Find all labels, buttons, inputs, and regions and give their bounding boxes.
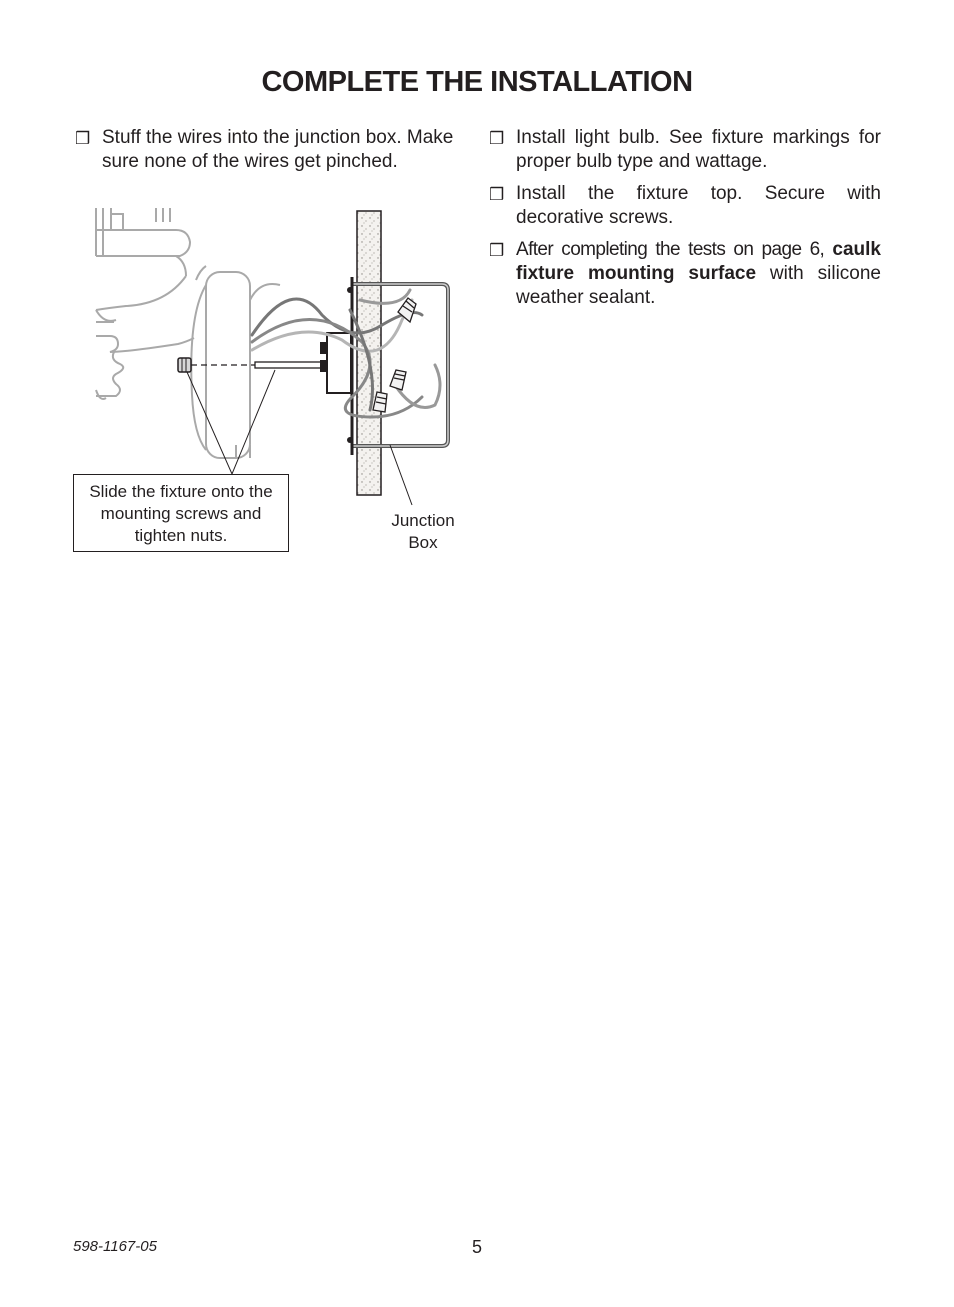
step-text-before: After completing the tests on page 6,: [516, 239, 833, 260]
step-text: Install light bulb. See fixture markings for proper bulb type and wattage.: [516, 127, 881, 172]
callout-box: Slide the fixture onto the mounting screws and tighten nuts.: [73, 474, 289, 552]
step-text-bold: caulk fixture mounting surface: [516, 239, 881, 284]
step-text: Install the fixture top. Secure with decorative screws.: [516, 183, 881, 228]
checkbox-icon[interactable]: ❒: [489, 129, 505, 148]
mounting-nut-icon: [178, 358, 191, 372]
mounting-screw: [255, 362, 327, 368]
checkbox-icon[interactable]: ❒: [75, 129, 91, 148]
checkbox-icon[interactable]: ❒: [489, 241, 505, 260]
step-text-after: with silicone weather sealant.: [516, 263, 881, 308]
page-title: COMPLETE THE INSTALLATION: [261, 66, 693, 98]
junction-box-label-line1: Junction: [391, 511, 455, 530]
junction-box-pointer: [390, 445, 412, 505]
checkbox-icon[interactable]: ❒: [489, 185, 505, 204]
wire-nut-icon: [390, 370, 406, 390]
step-text: Stuff the wires into the junction box. Make sure none of the wires get pinched.: [102, 127, 454, 172]
junction-box-label: [380, 510, 466, 554]
junction-box-label-line2: Box: [408, 533, 438, 552]
page-number: 5: [471, 1237, 482, 1257]
wire-nut-icon: [398, 298, 416, 322]
document-number: 598-1167-05: [73, 1238, 157, 1255]
